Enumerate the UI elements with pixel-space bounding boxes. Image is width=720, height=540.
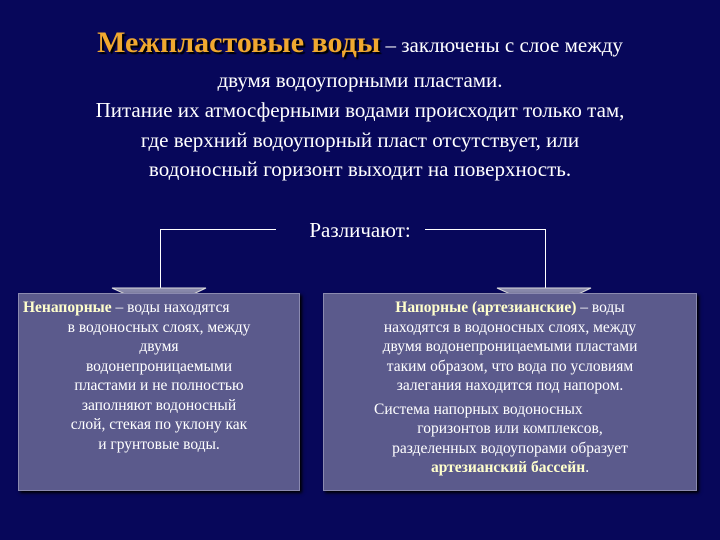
box-text: Система напорных водоносных [374,400,583,418]
box-text: залегания находится под напором. [396,377,624,394]
pressure-box [323,293,697,491]
box-text: – воды [580,299,625,316]
title-highlight: Межпластовые воды [97,26,381,59]
intro-line: где верхний водоупорный пласт отсутствует, или [140,128,580,152]
title-rest: – заключены с слое между [380,33,623,57]
term: Ненапорные [23,299,112,316]
box-text: двумя водонепроницаемыми пластами [382,338,638,355]
intro-line: двумя водоупорными пластами. [217,68,503,92]
intro-line: водоносный горизонт выходит на поверхность. [148,157,572,181]
term: Напорные (артезианские) [395,299,577,316]
box-text: в водоносных слоях, между [67,318,251,336]
box-text: горизонтов или комплексов, [417,420,603,437]
term: артезианский бассейн [430,459,586,476]
box-text: слой, стекая по уклону как [70,416,248,433]
box-text: и грунтовые воды. [98,435,220,453]
right-connector [425,229,546,288]
box-text: – воды находятся [115,299,230,316]
box-text: двумя [139,338,179,355]
box-text: заполняют водоносный [81,396,237,414]
box-text: водонепроницаемыми [85,357,233,375]
box-text: таким образом, что вода по условиям [386,357,634,375]
box-text: находятся в водоносных слоях, между [383,318,637,336]
box-text: пластами и не полностью [74,377,244,394]
box-text: . [585,459,590,476]
non-pressure-box [18,293,300,491]
distinguish-label: Различают: [309,218,411,242]
slide-title [0,28,720,60]
box-text: разделенных водоупорами образует [392,439,628,457]
left-connector [160,229,276,288]
intro-line: Питание их атмосферными водами происходит только там, [95,98,625,122]
